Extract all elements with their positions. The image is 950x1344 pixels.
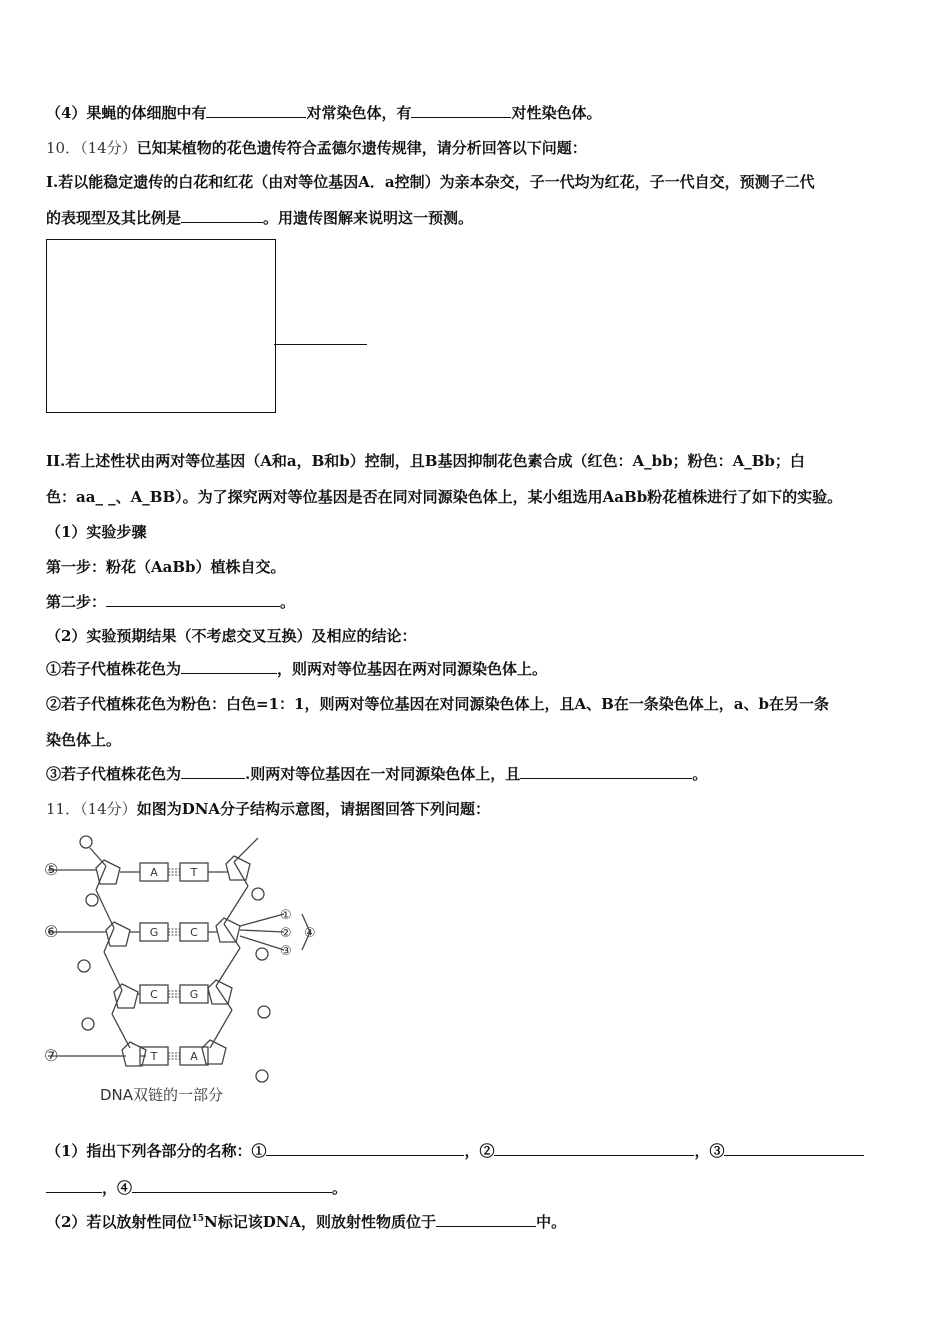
q11-part2: （2）若以放射性同位$^{15}$N标记该DNA，则放射性物质位于 中。 xyxy=(46,1213,567,1231)
q10-part2-line2: 色：aa_ _、A_BB）。为了探究两对等位基因是否在同对同源染色体上，某小组选用AaBb粉花植株进行了如下的实验。 xyxy=(46,488,843,506)
base-left-label: C xyxy=(150,988,158,1001)
q10-part1-line1: I.若以能稳定遗传的白花和红花（由对等位基因A．a控制）为亲本杂交，子一代均为红花，子一代自交，预测子二代 xyxy=(46,173,815,191)
base-right-label: C xyxy=(190,926,198,939)
answer-blank[interactable] xyxy=(206,103,306,118)
figure-label-right: ④ xyxy=(304,926,316,941)
q10-part2-line1: II.若上述性状由两对等位基因（A和a，B和b）控制，且B基因抑制花色素合成（红色：A_bb；粉色：A_Bb；白 xyxy=(46,452,805,470)
figure-label-right: ③ xyxy=(280,944,292,959)
base-pair xyxy=(140,1047,208,1065)
answer-blank[interactable] xyxy=(411,103,511,118)
dna-structure-figure xyxy=(44,828,334,1108)
answer-blank[interactable] xyxy=(436,1212,536,1227)
answer-blank[interactable] xyxy=(181,208,263,223)
q10-result1: ①若子代植株花色为 ，则两对等位基因在两对同源染色体上。 xyxy=(46,660,548,678)
answer-blank[interactable] xyxy=(181,764,245,779)
answer-blank[interactable] xyxy=(181,659,277,674)
q11-header: 11．（14分）如图为DNA分子结构示意图，请据图回答下列问题： xyxy=(46,800,491,818)
base-pair xyxy=(140,863,208,881)
base-left-label: A xyxy=(150,866,158,879)
base-pair xyxy=(140,985,208,1003)
figure-label-left: ⑥ xyxy=(44,922,59,941)
q10-section1: （1）实验步骤 xyxy=(46,523,147,541)
base-right-label: A xyxy=(190,1050,198,1063)
figure-label-left: ⑦ xyxy=(44,1046,59,1065)
figure-label-right: ① xyxy=(280,908,292,923)
figure-label-left: ⑤ xyxy=(44,860,59,879)
q10-section2: （2）实验预期结果（不考虑交叉互换）及相应的结论： xyxy=(46,627,417,645)
base-left-label: T xyxy=(150,1050,158,1063)
hydrogen-bonds xyxy=(168,1053,180,1059)
hydrogen-bonds xyxy=(168,929,180,935)
q11-part1-line2: ，④ 。 xyxy=(46,1177,347,1198)
answer-blank[interactable] xyxy=(132,1178,332,1193)
base-right-label: G xyxy=(189,988,199,1001)
base-right-label: T xyxy=(190,866,198,879)
q11-part1-line1: （1）指出下列各部分的名称：① ，② ，③ xyxy=(46,1140,864,1161)
answer-blank[interactable] xyxy=(724,1141,864,1156)
q9-part4: （4）果蝇的体细胞中有 对常染色体，有 对性染色体。 xyxy=(46,104,602,122)
q10-result2-line2: 染色体上。 xyxy=(46,731,122,749)
base-left-label: G xyxy=(149,926,159,939)
base-pair xyxy=(140,923,208,941)
hydrogen-bonds xyxy=(168,991,180,997)
figure-caption: DNA双链的一部分 xyxy=(100,1086,224,1104)
q10-part1-line2: 的表现型及其比例是 。用遗传图解来说明这一预测。 xyxy=(46,209,474,227)
q10-result2-line1: ②若子代植株花色为粉色：白色=1：1，则两对等位基因在对同源染色体上，且A、B在一条染色体上，a、b在另一条 xyxy=(46,695,829,713)
answer-blank[interactable] xyxy=(520,764,692,779)
answer-blank[interactable] xyxy=(494,1141,694,1156)
genetic-diagram-answer-box[interactable] xyxy=(46,239,276,413)
q10-step1: 第一步：粉花（AaBb）植株自交。 xyxy=(46,558,286,576)
answer-blank[interactable] xyxy=(266,1141,464,1156)
hydrogen-bonds xyxy=(168,869,180,875)
figure-label-right: ② xyxy=(280,926,292,941)
q10-result3: ③若子代植株花色为 .则两对等位基因在一对同源染色体上，且 。 xyxy=(46,765,708,783)
answer-line[interactable] xyxy=(274,344,367,345)
q10-header: 10．（14分）已知某植物的花色遗传符合孟德尔遗传规律，请分析回答以下问题： xyxy=(46,139,587,157)
answer-blank[interactable] xyxy=(46,1178,102,1193)
q10-step2: 第二步： 。 xyxy=(46,593,296,611)
answer-blank[interactable] xyxy=(106,592,280,607)
